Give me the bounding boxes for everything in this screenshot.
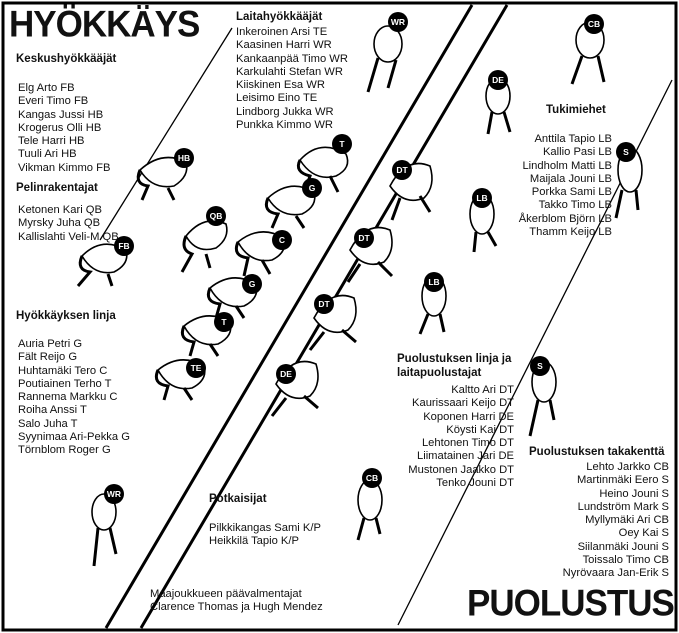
offense-title: HYÖKKÄYS [9,4,200,45]
list-item: Takko Timo LB [538,199,612,212]
list-item: Heikkilä Tapio K/P [209,535,299,548]
player-lb-1 [470,188,496,252]
kickers-heading: Potkaisijat [209,493,267,505]
defense-title: PUOLUSTUS [467,583,674,624]
player-label-te: TE [190,363,202,373]
list-item: Anttila Tapio LB [534,133,612,145]
list-item: Karkulahti Stefan WR [236,65,343,78]
list-item: Kallio Pasi LB [542,146,612,159]
list-item: Everi Timo FB [18,95,89,108]
list-item: Vikman Kimmo FB [18,161,111,174]
player-g-mid [208,274,262,318]
player-label-g-mid: G [248,279,256,289]
player-s-2 [530,356,556,436]
list-item: Fält Reijo G [18,351,78,364]
running-backs-heading: Keskushyökkääjät [16,53,117,65]
player-label-t-mid: T [221,317,227,327]
coaches-names: Clarence Thomas ja Hugh Mendez [150,601,323,614]
wide-receivers-list [236,26,348,132]
list-item: Kangas Jussi HB [18,108,104,121]
player-de-top [486,70,510,134]
player-label-hb: HB [177,153,191,163]
player-label-g-top: G [308,183,316,193]
linebackers-heading: Tukimiehet [546,104,606,116]
list-item: Myllymäki Ari CB [585,514,669,527]
player-label-dt-1: DT [396,165,408,175]
player-wr-top [368,12,408,92]
list-item: Heino Jouni S [599,487,669,500]
linebackers-list [519,133,612,239]
running-backs-list [18,82,110,175]
list-item: Auria Petri G [18,338,83,350]
player-dt-3 [310,294,356,350]
player-s-1 [616,142,642,218]
player-t-mid [182,312,234,356]
offensive-line-heading: Hyökkäyksen linja [16,310,116,322]
player-label-lb-2: LB [428,277,440,287]
list-item: Köysti Kai DT [446,423,514,436]
kickers-list [209,522,321,549]
list-item: Syynimaa Ari-Pekka G [18,431,130,444]
player-label-de-top: DE [492,75,504,85]
player-cb-top [572,14,604,84]
quarterbacks-heading: Pelinrakentajat [16,182,98,194]
list-item: Huhtamäki Tero C [18,364,108,377]
list-item: Rannema Markku C [18,391,118,404]
list-item: Kaltto Ari DT [451,384,514,396]
list-item: Inkeroinen Arsi TE [236,26,328,38]
player-label-lb-1: LB [476,193,488,203]
list-item: Siilanmäki Jouni S [577,540,669,553]
player-label-t-top: T [339,139,345,149]
player-hb [138,148,194,200]
list-item: Salo Juha T [18,417,78,430]
player-label-cb-top: CB [587,19,601,29]
player-dt-2 [348,228,392,283]
list-item: Kaurissaari Keijo DT [412,397,514,410]
defensive-line-heading: Puolustuksen linja ja laitapuolustajat [397,353,512,379]
player-de-line [272,362,318,417]
offensive-line-list [18,338,130,458]
player-label-qb: QB [209,211,223,221]
list-item: Myrsky Juha QB [18,217,101,230]
list-item: Kiiskinen Esa WR [236,79,325,92]
secondary-list [563,461,669,581]
list-item: Törnblom Roger G [18,444,111,457]
player-label-s-1: S [623,147,629,157]
player-label-s-2: S [537,361,543,371]
list-item: Krogerus Olli HB [18,121,102,134]
player-te [156,358,206,400]
quarterbacks-list [18,204,119,244]
player-wr-bottom [92,484,124,566]
list-item: Oey Kai S [618,527,669,540]
list-item: Elg Arto FB [18,82,75,94]
player-label-c: C [278,235,286,245]
player-qb [182,206,227,272]
player-cb-bottom [358,468,382,540]
coaches-heading: Maajoukkueen päävalmentajat [150,588,302,600]
player-label-wr-top: WR [390,17,406,27]
list-item: Kallislahti Veli-M QB [18,230,119,243]
list-item: Åkerblom Björn LB [518,212,612,225]
list-item: Punkka Kimmo WR [236,119,333,132]
coaches-block [150,588,323,615]
list-item: Toissalo Timo CB [582,554,669,567]
player-label-dt-3: DT [318,299,330,309]
wide-receivers-heading: Laitahyökkääjät [236,11,323,23]
list-item: Kaasinen Harri WR [236,39,332,52]
list-item: Kankaanpää Timo WR [236,52,348,65]
list-item: Lehtonen Timo DT [421,437,514,450]
list-item: Tele Harri HB [18,135,85,148]
list-item: Liimatainen Jari DE [416,450,514,463]
list-item: Leisimo Eino TE [236,92,318,105]
player-c [236,230,292,276]
list-item: Lehto Jarkko CB [586,461,669,473]
list-item: Lindholm Matti LB [522,159,612,172]
player-dt-1 [390,160,432,220]
list-item: Tenko Jouni DT [436,477,514,490]
list-item: Lundström Mark S [577,500,669,513]
defensive-line-list [408,384,514,490]
list-item: Mustonen Jaakko DT [408,463,514,476]
list-item: Maijala Jouni LB [529,172,612,185]
list-item: Thamm Keijo LB [529,226,612,239]
list-item: Koponen Harri DE [423,410,514,423]
list-item: Nyrövaara Jan-Erik S [562,567,669,580]
list-item: Porkka Sami LB [531,186,612,199]
player-lb-2 [420,272,446,334]
list-item: Lindborg Jukka WR [236,105,334,118]
list-item: Ketonen Kari QB [18,204,102,216]
player-g-top [266,178,322,228]
list-item: Tuuli Ari HB [18,148,77,161]
list-item: Roiha Anssi T [18,404,87,417]
player-label-fb: FB [118,241,130,251]
player-label-de: DE [280,369,292,379]
list-item: Pilkkikangas Sami K/P [209,522,321,534]
player-label-dt-2: DT [358,233,370,243]
list-item: Poutiainen Terho T [18,377,112,390]
player-label-cb-bottom: CB [365,473,379,483]
player-label-wr-bottom: WR [106,489,122,499]
secondary-heading: Puolustuksen takakenttä [529,446,665,458]
list-item: Martinmäki Eero S [576,474,669,487]
